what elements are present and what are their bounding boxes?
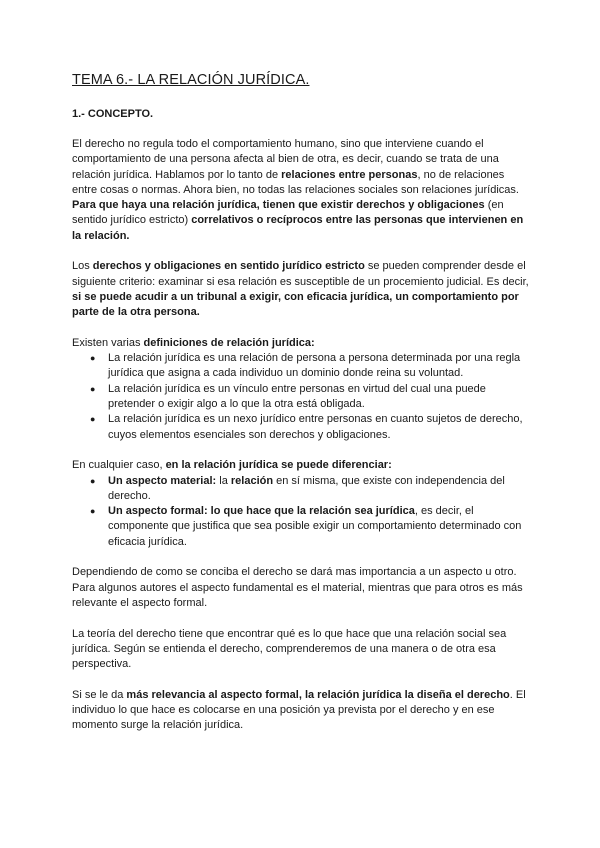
- bullet-icon: ●: [90, 475, 96, 486]
- document-title: TEMA 6.- LA RELACIÓN JURÍDICA.: [72, 72, 310, 88]
- bullet-icon: ●: [90, 506, 96, 517]
- paragraph-importance: Dependiendo de como se conciba el derecho se dará mas importancia a un aspecto u otro. Para algunos autores el aspecto fundamental es el material, mientras que para otros es más relevante el aspecto formal.: [72, 566, 523, 609]
- document-body: [72, 137, 532, 749]
- bullet-icon: ●: [90, 353, 96, 364]
- bullet-icon: ●: [90, 414, 96, 425]
- list-item: ● La relación jurídica es un nexo jurídico entre personas en cuanto sujetos de derecho, cuyos elementos esenciales son derechos y obligaciones.: [90, 413, 523, 441]
- paragraph-aspects-intro: En cualquier caso, en la relación jurídica se puede diferenciar:: [72, 459, 392, 472]
- list-item: ● Un aspecto material: la relación en sí misma, que existe con independencia del derecho.: [90, 474, 505, 502]
- definitions-list: [72, 351, 532, 443]
- list-item: ● Un aspecto formal: lo que hace que la relación sea jurídica, es decir, el componente que justifica que sea posible exigir un comportamiento determinado con eficacia jurídica.: [90, 505, 522, 548]
- paragraph-theory: La teoría del derecho tiene que encontrar qué es lo que hace que una relación social sea jurídica. Según se entienda el derecho, comprenderemos de una manera o de otra esa perspectiva.: [72, 627, 507, 671]
- paragraph-intro: El derecho no regula todo el comportamiento humano, sino que interviene cuando el comportamiento de una persona afecta al bien de otra, es decir, cuando se trata de una relación jurídica. Hablamos por lo tanto de relaciones entre personas, no de relaciones entre cosas o normas. Ahora bien, no todas las relaciones sociales son relaciones jurídicas. Para que haya una relación jurídica, tienen que existir derechos y obligaciones (en sentido jurídico estricto) correlativos o recíprocos entre las personas que intervienen en la relación.: [72, 138, 524, 242]
- paragraph-criteria: Los derechos y obligaciones en sentido jurídico estricto se pueden comprender desde el siguiente criterio: examinar si esa relación es susceptible de un procemiento judicial. Es decir, si se puede acudir a un tribunal a exigir, con eficacia jurídica, un comportamiento por parte de la otra persona.: [72, 260, 529, 319]
- paragraph-formal-relevance: Si se le da más relevancia al aspecto formal, la relación jurídica la diseña el derecho. El individuo lo que hace es colocarse en una posición ya prevista por el derecho y en ese momento surge la relación jurídica.: [72, 688, 526, 732]
- bullet-icon: ●: [90, 383, 96, 394]
- paragraph-definitions-intro: Existen varias definiciones de relación jurídica:: [72, 336, 315, 349]
- list-item: ● La relación jurídica es una relación de persona a persona determinada por una regla jurídica que asigna a cada individuo un dominio donde reina su voluntad.: [90, 352, 521, 380]
- aspects-list: [72, 474, 532, 550]
- section-heading: 1.- CONCEPTO.: [72, 108, 154, 120]
- list-item: ● La relación jurídica es un vínculo entre personas en virtud del cual una puede pretender o exigir algo a lo que la otra está obligada.: [90, 382, 486, 411]
